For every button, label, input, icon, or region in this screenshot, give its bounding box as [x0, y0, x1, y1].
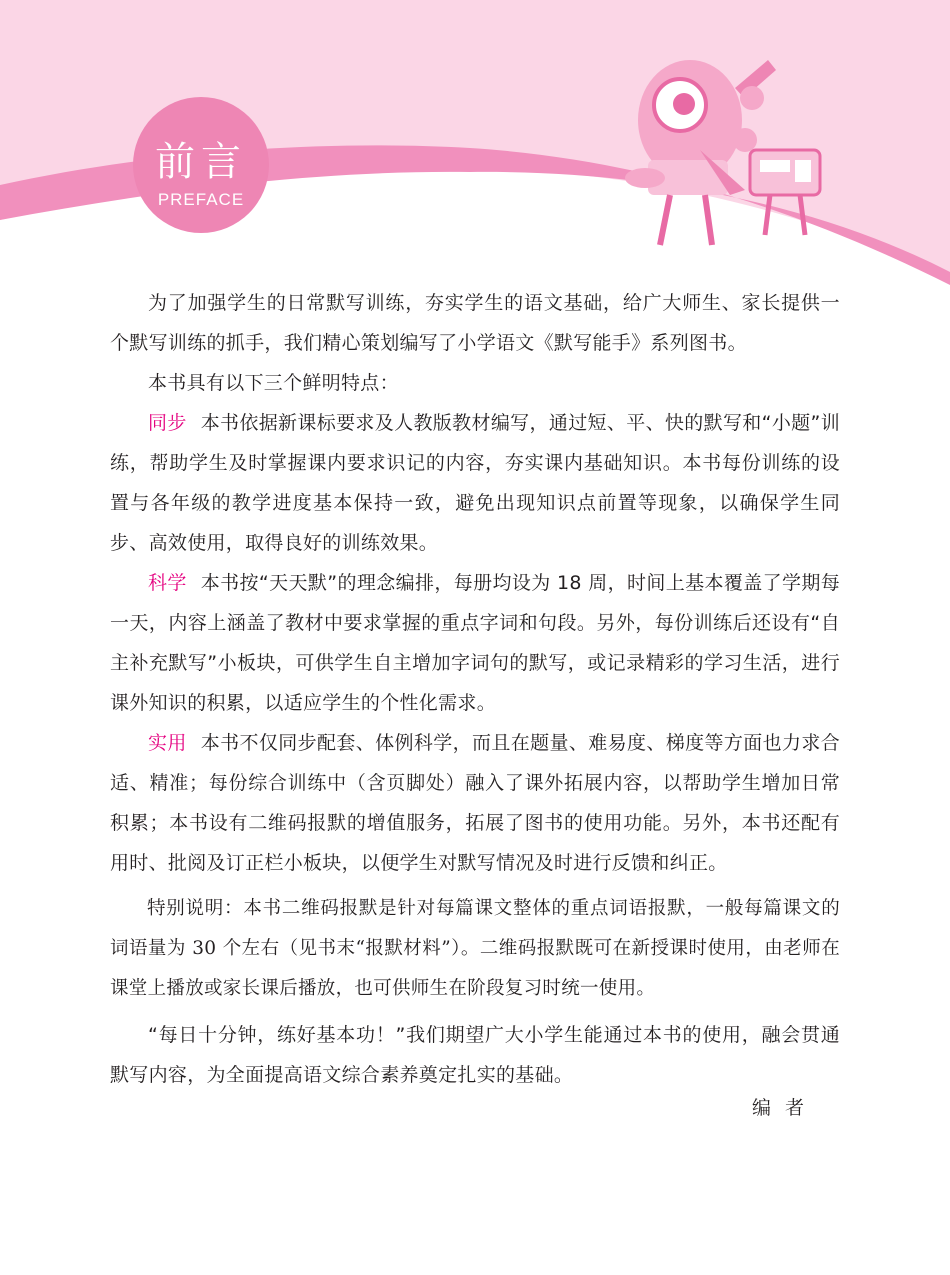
signature: 编者	[752, 1097, 819, 1119]
keyword-science: 科学	[148, 572, 187, 594]
paragraph-practical	[110, 723, 840, 883]
paragraph-intro: 为了加强学生的日常默写训练，夯实学生的语文基础，给广大师生、家长提供一个默写训练的抓手，我们精心策划编写了小学语文《默写能手》系列图书。	[110, 292, 840, 354]
paragraph-science	[110, 563, 840, 723]
paragraph-sync	[110, 403, 840, 563]
paragraph-special-note: 特别说明：本书二维码报默是针对每篇课文整体的重点词语报默，一般每篇课文的词语量为 30 个左右（见书末“报默材料”）。二维码报默既可在新授课时使用，由老师在课堂上播放或家长课后播放，也可供师生在阶段复习时统一使用。	[110, 898, 840, 999]
paragraph-features-lead: 本书具有以下三个鲜明特点：	[148, 372, 399, 394]
preface-body	[110, 283, 840, 1095]
paragraph-sync-text: 本书依据新课标要求及人教版教材编写，通过短、平、快的默写和“小题”训练，帮助学生及时掌握课内要求识记的内容，夯实课内基础知识。本书每份训练的设置与各年级的教学进度基本保持一致，避免出现知识点前置等现象，以确保学生同步、高效使用，取得良好的训练效果。	[110, 412, 840, 554]
paragraph-closing: “每日十分钟，练好基本功！”我们期望广大小学生能通过本书的使用，融会贯通默写内容，为全面提高语文综合素养奠定扎实的基础。	[110, 1024, 840, 1086]
page-title: 前言	[155, 139, 247, 185]
paragraph-science-text: 本书按“天天默”的理念编排，每册均设为 18 周，时间上基本覆盖了学期每一天，内容上涵盖了教材中要求掌握的重点字词和句段。另外，每份训练后还设有“自主补充默写”小板块，可供学生自主增加字词句的默写，或记录精彩的学习生活，进行课外知识的积累，以适应学生的个性化需求。	[110, 572, 840, 714]
page-subtitle: PREFACE	[157, 190, 245, 209]
keyword-practical: 实用	[148, 732, 187, 754]
keyword-sync: 同步	[148, 412, 187, 434]
paragraph-practical-text: 本书不仅同步配套、体例科学，而且在题量、难易度、梯度等方面也力求合适、精准；每份综合训练中（含页脚处）融入了课外拓展内容，以帮助学生增加日常积累；本书设有二维码报默的增值服务，拓展了图书的使用功能。另外，本书还配有用时、批阅及订正栏小板块，以便学生对默写情况及时进行反馈和纠正。	[110, 732, 840, 874]
